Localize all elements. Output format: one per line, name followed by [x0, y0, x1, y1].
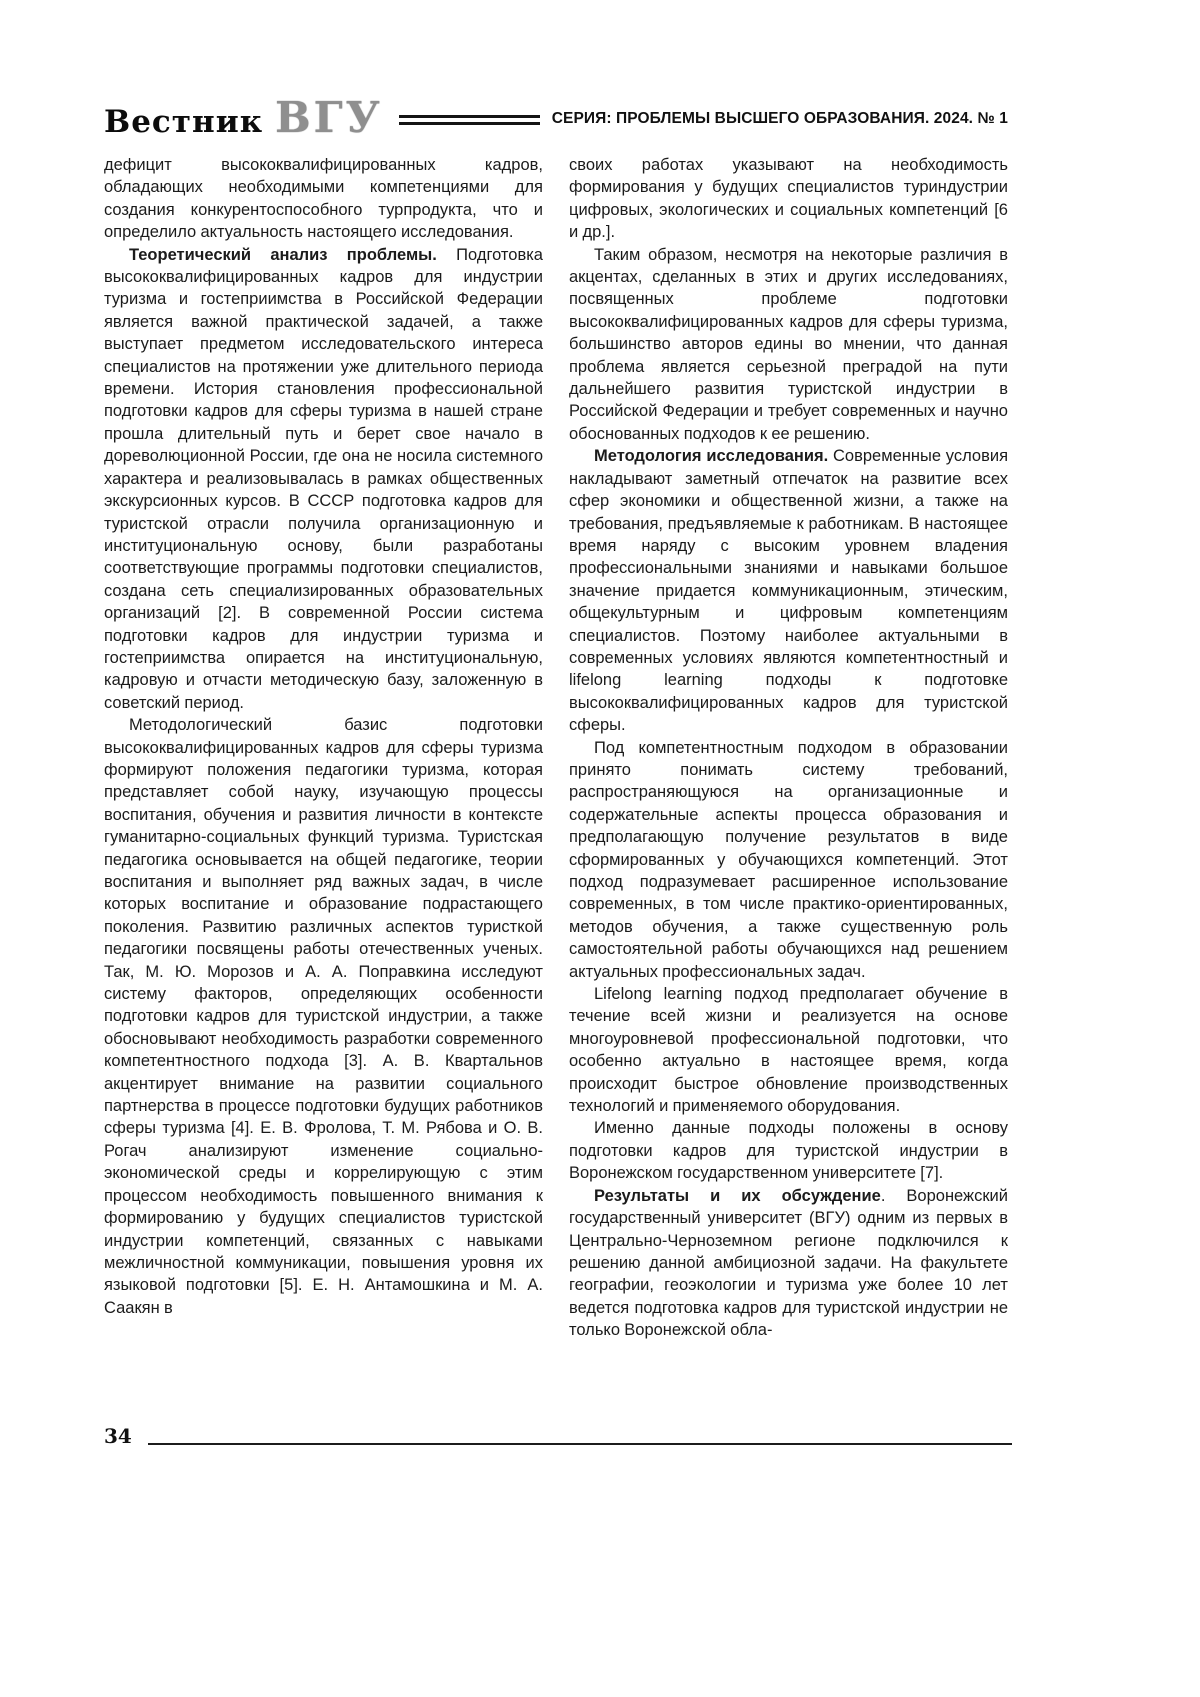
paragraph-text: . Воронежский государственный университет (ВГУ) одним из первых в Центрально-Черноземном регионе подключился к решению данной амбициозной задачи. На факультете географии, геоэкологии и туризма уже более 10 лет ведется подготовка кадров для туристской индустрии не только Воронежской обла-	[569, 1186, 1008, 1340]
paragraph	[569, 445, 1008, 736]
paragraph	[104, 154, 543, 244]
left-column	[104, 154, 543, 1342]
page-header	[104, 92, 1008, 142]
header-double-rule	[399, 115, 540, 125]
article-body	[104, 154, 1008, 1342]
paragraph	[569, 983, 1008, 1117]
paragraph	[104, 714, 543, 1319]
right-column	[569, 154, 1008, 1342]
paragraph-text: Методологический базис подготовки высококвалифицированных кадров для сферы туризма формируют положения педагогики туризма, которая представляет собой науку, изучающую процессы воспитания, обучения и развития личности в контексте гуманитарно-социальных функций туризма. Туристская педагогика основывается на общей педагогике, теории воспитания и выполняет ряд важных задач, в числе которых воспитание и образование подрастающего поколения. Развитию различных аспектов туристкой педагогики посвящены работы отечественных ученых. Так, М. Ю. Морозов и А. А. Поправкина исследуют систему факторов, определяющих особенности подготовки кадров для туристской индустрии, а также обосновывают необходимость разработки современного компетентностного подхода [3]. А. В. Квартальнов акцентирует внимание на развитии социального партнерства в процессе подготовки будущих работников сферы туризма [4]. Е. В. Фролова, Т. М. Рябова и О. В. Рогач анализируют изменение социально-экономической среды и коррелирующую с этим процессом необходимость повышенного внимания к формированию у будущих специалистов туристской индустрии компетенций, связанных с навыками межличностной коммуникации, повышения уровня их языковой подготовки [5]. Е. Н. Антамошкина и М. А. Саакян в	[104, 716, 543, 1317]
section-heading: Теоретический анализ проблемы.	[129, 245, 437, 264]
journal-name: Вестник	[104, 103, 264, 140]
section-heading: Методология исследования.	[594, 447, 829, 466]
paragraph-text: Таким образом, несмотря на некоторые различия в акцентах, сделанных в этих и других исследованиях, посвященных проблеме подготовки высококвалифицированных кадров для сферы туризма, большинство авторов едины во мнении, что данная проблема является серьезной преградой на пути дальнейшего развития туристской индустрии в Российской Федерации и требует современных и научно обоснованных подходов к ее решению.	[569, 245, 1008, 443]
paragraph	[104, 244, 543, 715]
paragraph-text: дефицит высококвалифицированных кадров, обладающих необходимыми компетенциями для создания конкурентоспособного турпродукта, что и определило актуальность настоящего исследования.	[104, 156, 543, 242]
series-title: СЕРИЯ: ПРОБЛЕМЫ ВЫСШЕГО ОБРАЗОВАНИЯ. 2024. № 1	[551, 110, 1008, 127]
paragraph-text: Именно данные подходы положены в основу подготовки кадров для туристской индустрии в Воронежском государственном университете [7].	[569, 1119, 1008, 1183]
page-number: 34	[104, 1424, 132, 1448]
paragraph	[569, 737, 1008, 983]
paragraph	[569, 154, 1008, 244]
journal-abbreviation: ВГУ	[275, 92, 383, 142]
paragraph-text: Под компетентностным подходом в образовании принято понимать систему требований, распространяющуюся на организационные и содержательные аспекты процесса образования и предполагающую получение результатов в виде сформированных у обучающихся компетенций. Этот подход подразумевает расширенное использование современных, в том числе практико-ориентированных, методов обучения, а также существенную роль самостоятельной работы обучающихся над решением актуальных профессиональных задач.	[569, 738, 1008, 981]
paragraph	[569, 244, 1008, 446]
journal-logo	[104, 93, 383, 142]
paragraph-text: своих работах указывают на необходимость формирования у будущих специалистов туриндустрии цифровых, экологических и социальных компетенций [6 и др.].	[569, 156, 1008, 242]
section-heading: Результаты и их обсуждение	[594, 1186, 881, 1205]
footer-rule	[148, 1443, 1012, 1445]
paragraph	[569, 1117, 1008, 1184]
paragraph-text: Подготовка высококвалифицированных кадров для индустрии туризма и гостеприимства в Российской Федерации является важной практической задачей, а также выступает предметом исследовательского интереса специалистов на протяжении уже длительного периода времени. История становления профессиональной подготовки кадров для сферы туризма в нашей стране прошла длительный путь и берет свое начало в дореволюционной России, где она не носила системного характера и реализовывалась в рамках общественных экскурсионных курсов. В СССР подготовка кадров для туристской отрасли получила организационную и институциональную основу, были разработаны соответствующие программы подготовки специалистов, создана сеть специализированных образовательных организаций [2]. В современной России система подготовки кадров для индустрии туризма и гостеприимства опирается на институциональную, кадровую и отчасти методическую базу, заложенную в советский период.	[104, 245, 543, 712]
page-footer	[104, 1424, 1012, 1448]
paragraph-text: Современные условия накладывают заметный отпечаток на развитие всех сфер экономики и общественной жизни, а также на требования, предъявляемые к работникам. В настоящее время наряду с высоким уровнем владения профессиональными знаниями и навыками большое значение придается коммуникационным, этическим, общекультурным и цифровым компетенциям специалистов. Поэтому наиболее актуальными в современных условиях являются компетентностный и lifelong learning подходы к подготовке высококвалифицированных кадров для туристской сферы.	[569, 447, 1008, 735]
paragraph	[569, 1185, 1008, 1342]
paragraph-text: Lifelong learning подход предполагает обучение в течение всей жизни и реализуется на основе многоуровневой профессиональной подготовки, что особенно актуально в настоящее время, когда происходит быстрое обновление производственных технологий и применяемого оборудования.	[569, 985, 1008, 1116]
